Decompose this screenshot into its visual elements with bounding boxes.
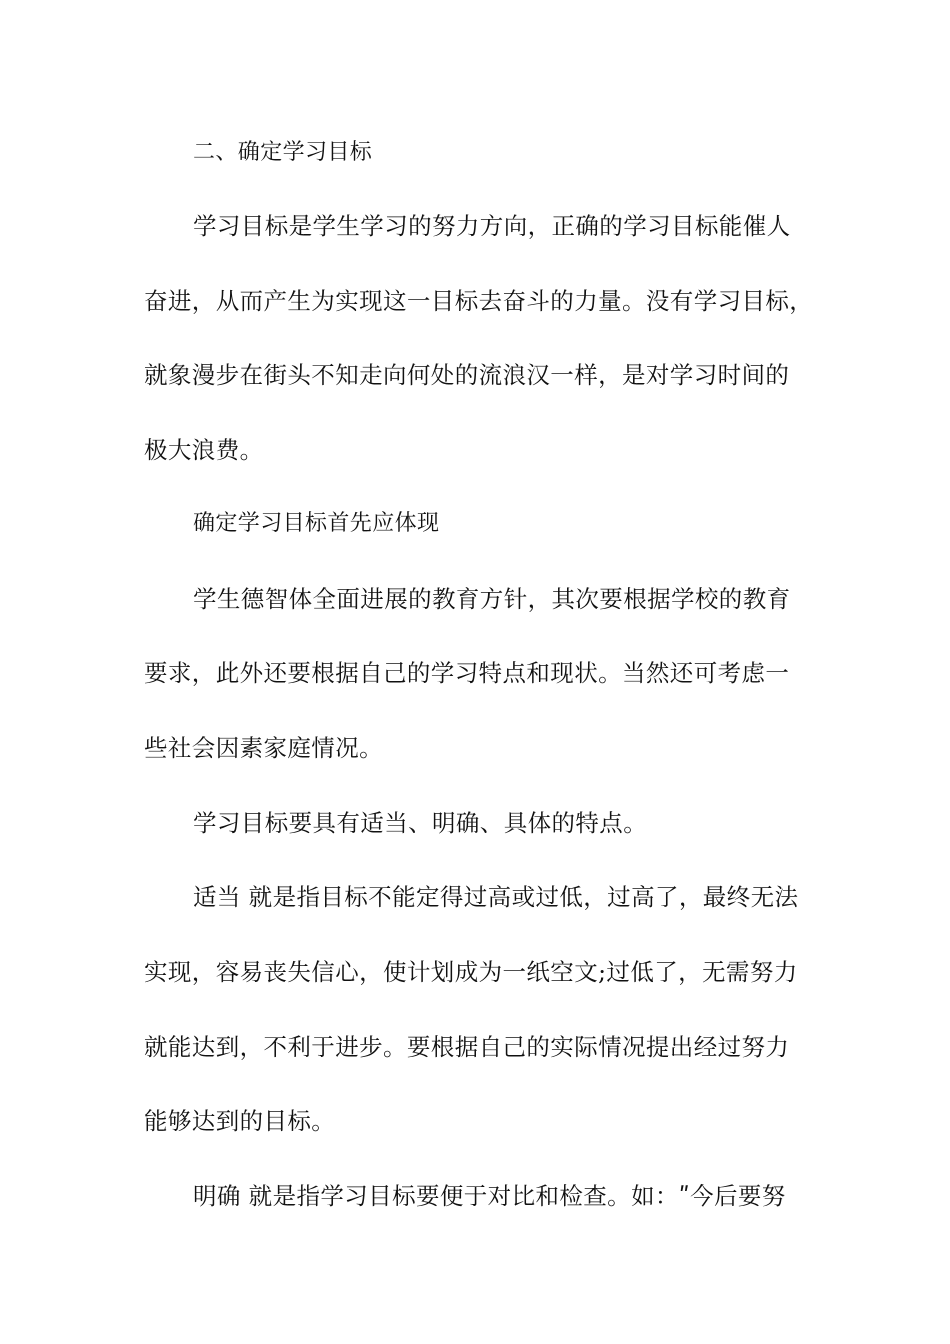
paragraph-1-line-4: 极大浪费。 <box>144 436 264 464</box>
section-heading: 二、确定学习目标 <box>193 140 373 165</box>
paragraph-5-line-3: 就能达到，不利于进步。要根据自己的实际情况提出经过努力 <box>144 1033 790 1061</box>
paragraph-5-line-2: 实现，容易丧失信心，使计划成为一纸空文;过低了，无需努力 <box>144 958 798 986</box>
paragraph-1-line-3: 就象漫步在街头不知走向何处的流浪汉一样，是对学习时间的 <box>144 361 790 389</box>
paragraph-2-line-1: 确定学习目标首先应体现 <box>193 511 440 536</box>
paragraph-3-line-1: 学生德智体全面进展的教育方针，其次要根据学校的教育 <box>193 585 791 613</box>
paragraph-5-line-1: 适当 就是指目标不能定得过高或过低，过高了，最终无法 <box>193 883 799 911</box>
paragraph-5-line-4: 能够达到的目标。 <box>144 1107 336 1135</box>
paragraph-1-line-2: 奋进，从而产生为实现这一目标去奋斗的力量。没有学习目标， <box>144 287 814 315</box>
paragraph-6-line-1: 明确 就是指学习目标要便于对比和检查。如：ʺ今后要努 <box>193 1182 786 1210</box>
paragraph-4-line-1: 学习目标要具有适当、明确、具体的特点。 <box>193 809 648 837</box>
paragraph-3-line-3: 些社会因素家庭情况。 <box>144 734 383 762</box>
paragraph-3-line-2: 要求，此外还要根据自己的学习特点和现状。当然还可考虑一 <box>144 659 790 687</box>
paragraph-1-line-1: 学习目标是学生学习的努力方向，正确的学习目标能催人 <box>193 212 791 240</box>
